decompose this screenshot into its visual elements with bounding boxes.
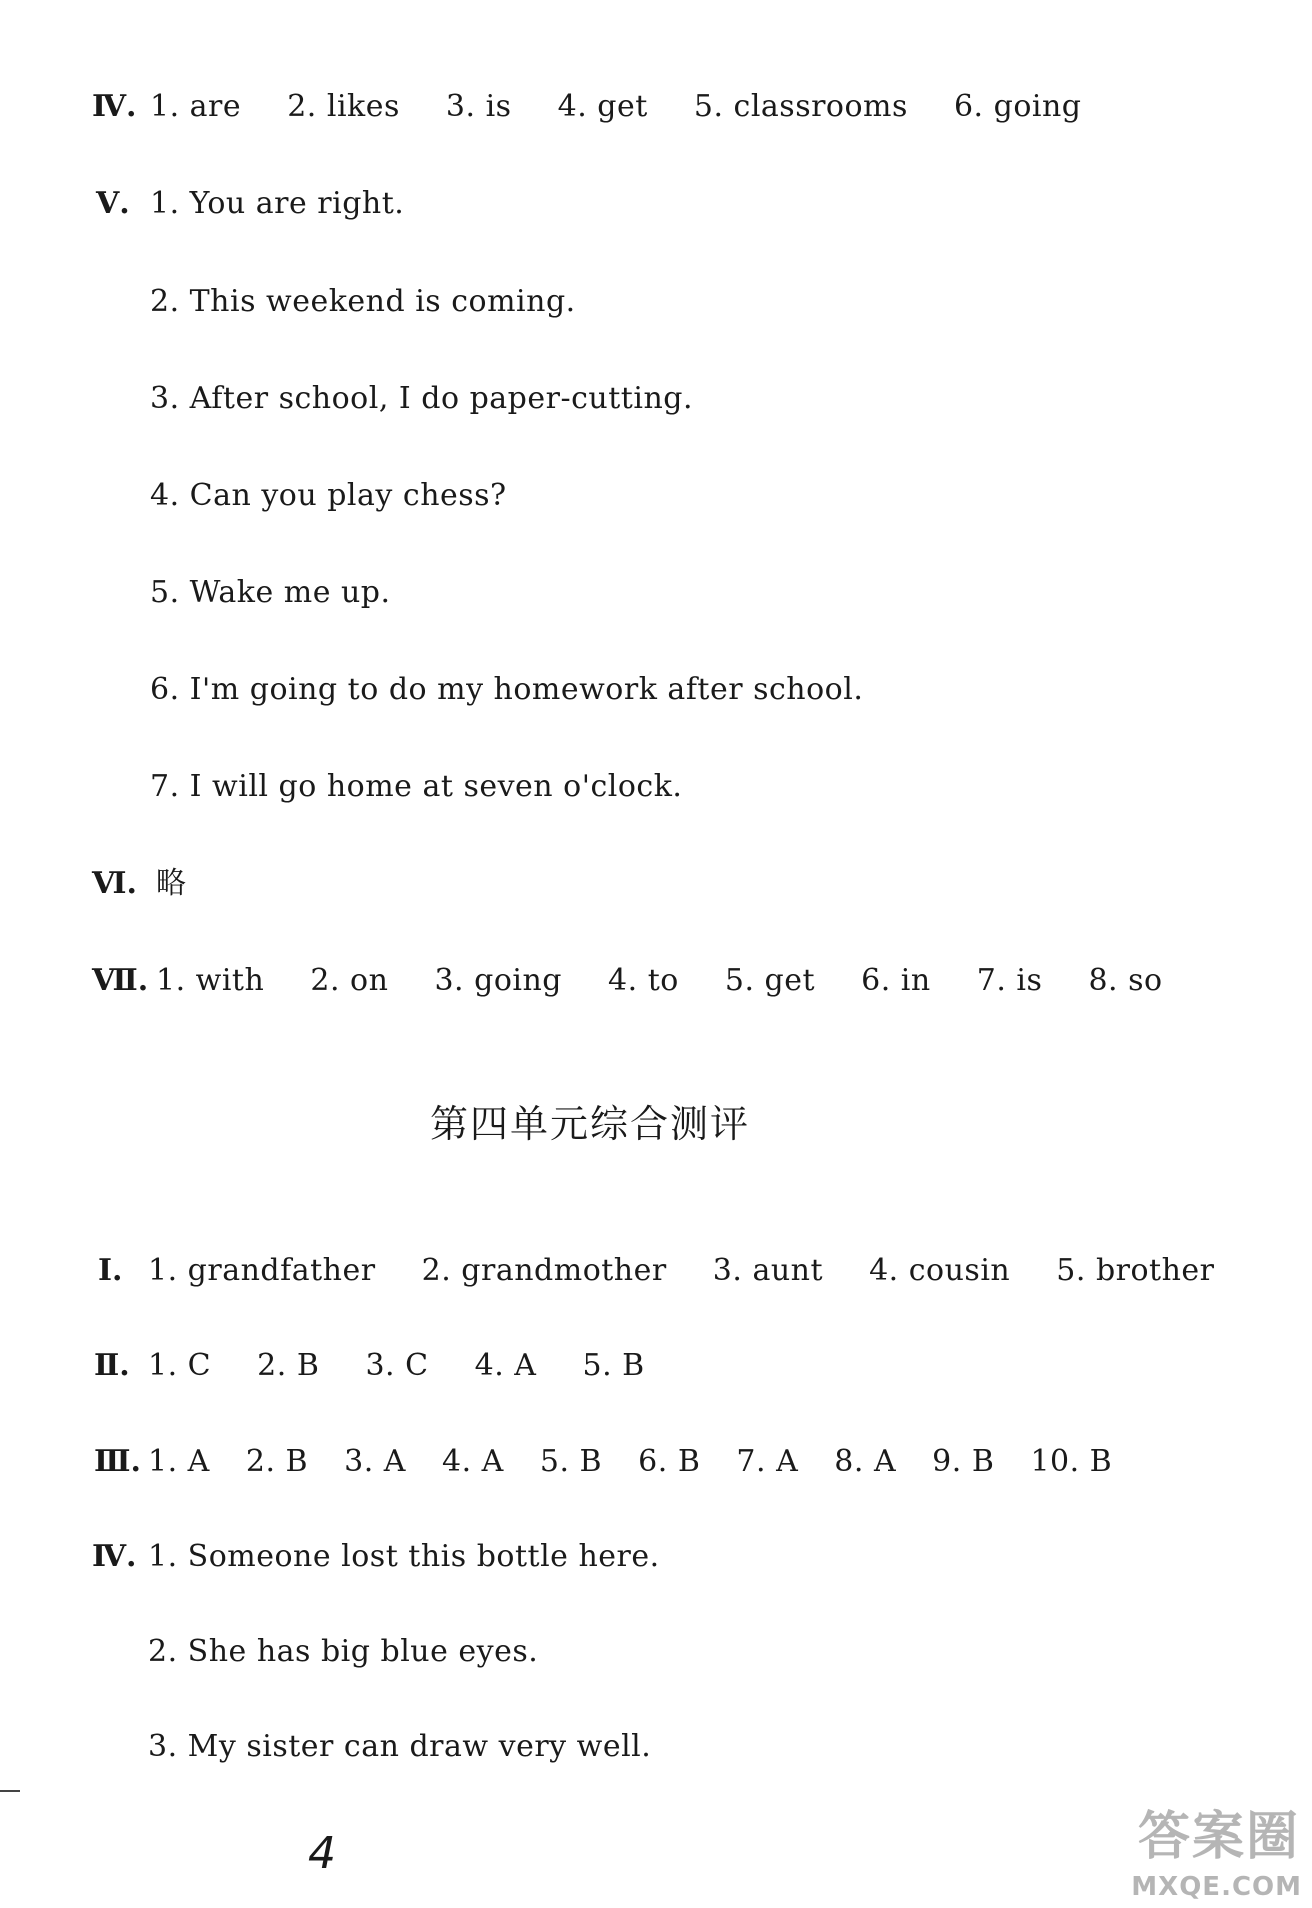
answer-item: 1. grandfather bbox=[148, 1253, 376, 1288]
section-vi-numeral: Ⅵ. bbox=[92, 866, 137, 901]
section-v-item-4: 4. Can you play chess? bbox=[150, 478, 507, 513]
section-iv-answers bbox=[150, 89, 1082, 125]
watermark-logo: 答案圈 bbox=[1137, 1807, 1300, 1867]
section-iii-answers bbox=[148, 1444, 1112, 1480]
answer-item: 4. A bbox=[474, 1348, 537, 1383]
watermark-site: MXQE.COM bbox=[1131, 1872, 1302, 1902]
answer-item: 2. on bbox=[310, 963, 389, 998]
answer-item: 7. is bbox=[976, 963, 1043, 998]
answer-item: 5. brother bbox=[1056, 1253, 1215, 1288]
section-iv-numeral: Ⅳ. bbox=[92, 89, 137, 124]
answer-item: 4. get bbox=[557, 89, 648, 124]
site-watermark bbox=[1106, 1794, 1306, 1904]
edge-mark bbox=[0, 1790, 20, 1792]
answer-item: 10. B bbox=[1030, 1444, 1113, 1479]
section-i-numeral: Ⅰ. bbox=[98, 1253, 123, 1288]
section-iv-b-numeral: Ⅳ. bbox=[92, 1539, 137, 1574]
answer-item: 6. going bbox=[953, 89, 1082, 124]
section-v-item-6: 6. I'm going to do my homework after school. bbox=[150, 672, 864, 707]
section-v-item-7: 7. I will go home at seven o'clock. bbox=[150, 769, 683, 804]
answer-item: 2. grandmother bbox=[421, 1253, 667, 1288]
section-iv-b-item-3: 3. My sister can draw very well. bbox=[148, 1729, 652, 1764]
answer-item: 5. get bbox=[724, 963, 816, 998]
answer-item: 1. A bbox=[148, 1444, 210, 1479]
answer-item: 2. likes bbox=[287, 89, 400, 124]
answer-item: 5. classrooms bbox=[693, 89, 908, 124]
answer-item: 1. C bbox=[148, 1348, 212, 1383]
answer-item: 5. B bbox=[539, 1444, 603, 1479]
answer-item: 4. A bbox=[442, 1444, 504, 1479]
page-number: 4 bbox=[308, 1828, 336, 1879]
section-ii-answers bbox=[148, 1348, 645, 1384]
section-vi-text: 略 bbox=[156, 866, 187, 901]
section-ii-numeral: Ⅱ. bbox=[94, 1348, 130, 1383]
answer-item: 4. cousin bbox=[869, 1253, 1011, 1288]
unit-test-heading: 第四单元综合测评 bbox=[429, 1102, 750, 1146]
answer-item: 3. aunt bbox=[712, 1253, 824, 1288]
section-v-item-3: 3. After school, I do paper-cutting. bbox=[150, 381, 693, 416]
section-iv-b-item-2: 2. She has big blue eyes. bbox=[148, 1634, 539, 1669]
answer-item: 4. to bbox=[608, 963, 679, 998]
answer-item: 3. going bbox=[434, 963, 562, 998]
section-v-item-1: 1. You are right. bbox=[150, 186, 405, 221]
answer-item: 3. A bbox=[344, 1444, 406, 1479]
section-v-item-5: 5. Wake me up. bbox=[150, 575, 391, 610]
answer-item: 8. so bbox=[1088, 963, 1163, 998]
answer-item: 6. B bbox=[638, 1444, 701, 1479]
answer-item: 8. A bbox=[834, 1444, 897, 1479]
answer-item: 2. B bbox=[245, 1444, 309, 1479]
answer-item: 1. with bbox=[156, 963, 265, 998]
answer-item: 5. B bbox=[582, 1348, 645, 1383]
section-v-numeral: Ⅴ. bbox=[96, 186, 130, 221]
section-i-answers bbox=[148, 1253, 1215, 1289]
section-v-item-2: 2. This weekend is coming. bbox=[150, 284, 576, 319]
answer-item: 9. B bbox=[932, 1444, 995, 1479]
answer-item: 7. A bbox=[736, 1444, 799, 1479]
section-vii-numeral: Ⅶ. bbox=[92, 963, 149, 998]
section-iv-b-item-1: 1. Someone lost this bottle here. bbox=[148, 1539, 660, 1574]
answer-item: 3. is bbox=[445, 89, 512, 124]
answer-item: 3. C bbox=[365, 1348, 429, 1383]
answer-item: 6. in bbox=[861, 963, 931, 998]
section-vii-answers bbox=[156, 963, 1163, 999]
section-iii-numeral: Ⅲ. bbox=[94, 1444, 141, 1479]
answer-item: 2. B bbox=[257, 1348, 320, 1383]
answer-item: 1. are bbox=[150, 89, 242, 124]
